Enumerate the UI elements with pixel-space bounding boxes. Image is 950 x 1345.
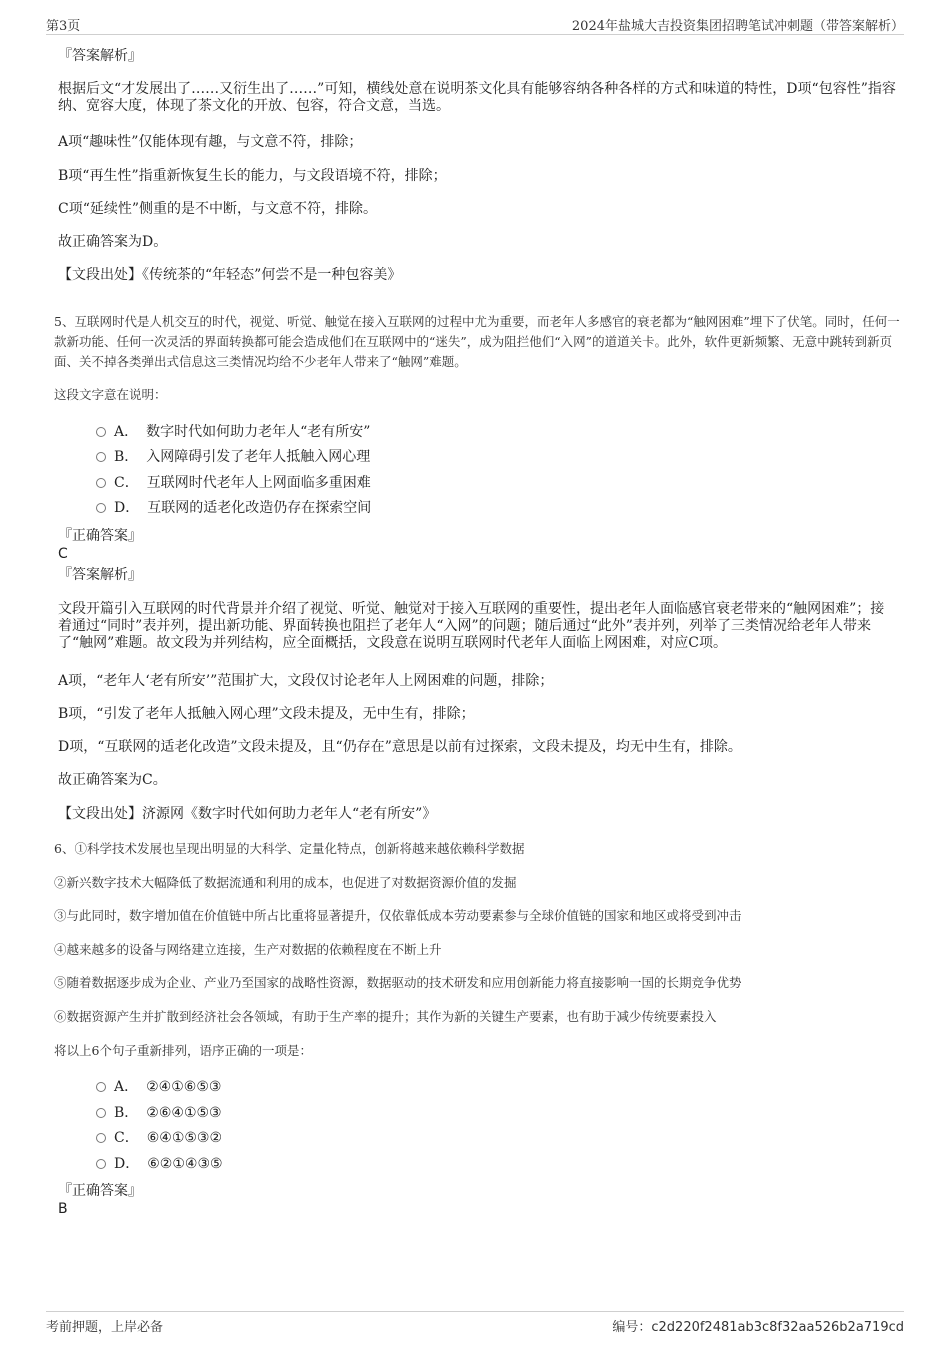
q6-option-b[interactable]: B． ②⑥④①⑤③ [96, 1104, 222, 1122]
document-title: 2024年盐城大吉投资集团招聘笔试冲刺题（带答案解析） [571, 19, 904, 34]
radio-icon[interactable] [96, 452, 106, 462]
q5-analysis-option-b: B项，“引发了老年人抵触入网心理”文段未提及，无中生有，排除； [58, 706, 475, 722]
q5-stem: 5、互联网时代是人机交互的时代，视觉、听觉、触觉在接入互联网的过程中尤为重要，而老年人多感官的衰老都为“触网困难”埋下了伏笔。同时，任何一款新功能、任何一次灵活的界面转换都可能会造成他们在互联网中的“迷失”，成为阻拦他们“入网”的道道关卡。此外，软件更新频繁、无意中跳转到新页面、关不掉各类弹出式信息这三类情况均给不少老年人带来了“触网”难题。 [54, 314, 900, 369]
radio-icon[interactable] [96, 1133, 106, 1143]
radio-icon[interactable] [96, 1159, 106, 1169]
radio-icon[interactable] [96, 1108, 106, 1118]
q4-conclusion: 故正确答案为D。 [58, 234, 168, 250]
radio-icon[interactable] [96, 478, 106, 488]
page-header [46, 14, 904, 35]
q6-sentence-6: ⑥数据资源产生并扩散到经济社会各领域，有助于生产率的提升；其作为新的关键生产要素，也有助于减少传统要素投入 [54, 1009, 717, 1024]
radio-icon[interactable] [96, 503, 106, 513]
footer-slogan: 考前押题，上岸必备 [46, 1320, 164, 1335]
q5-option-a[interactable]: A． 数字时代如何助力老年人“老有所安” [96, 423, 370, 441]
q5-analysis-option-a: A项，“老年人‘老有所安’”范围扩大，文段仅讨论老年人上网困难的问题，排除； [58, 673, 554, 689]
q5-prompt: 这段文字意在说明： [54, 387, 167, 402]
q5-analysis-option-d: D项，“互联网的适老化改造”文段未提及，且“仍存在”意思是以前有过探索，文段未提及，均无中生有，排除。 [58, 739, 742, 755]
radio-icon[interactable] [96, 1082, 106, 1092]
q6-option-a[interactable]: A． ②④①⑥⑤③ [96, 1078, 221, 1096]
q4-analysis-option-a: A项“趣味性”仅能体现有趣，与文意不符，排除； [58, 134, 363, 150]
q5-analysis-paragraph: 文段开篇引入互联网的时代背景并介绍了视觉、听觉、触觉对于接入互联网的重要性，提出老年人面临感官衰老带来的“触网困难”；接着通过“同时”表并列，提出新功能、界面转换也阻拦了老年人“入网”的问题；随后通过“此外”表并列，列举了三类情况给老年人带来了“触网”难题。故文段为并列结构，应全面概括，文段意在说明互联网时代老年人面临上网困难，对应C项。 [58, 601, 885, 651]
q6-answer: B [58, 1201, 68, 1217]
footer-code [612, 1316, 904, 1335]
q6-answer-label: 『正确答案』 [58, 1183, 142, 1199]
footer-code-value: c2d220f2481ab3c8f32aa526b2a719cd [651, 1320, 904, 1335]
q6-sentence-4: ④越来越多的设备与网络建立连接，生产对数据的依赖程度在不断上升 [54, 942, 442, 957]
q5-analysis-label: 『答案解析』 [58, 567, 142, 583]
q5-option-b[interactable]: B． 入网障碍引发了老年人抵触入网心理 [96, 448, 370, 466]
q4-analysis-option-b: B项“再生性”指重新恢复生长的能力，与文段语境不符，排除； [58, 168, 447, 184]
radio-icon[interactable] [96, 427, 106, 437]
q5-option-c[interactable]: C． 互联网时代老年人上网面临多重困难 [96, 474, 371, 492]
q6-sentence-1: 6、①科学技术发展也呈现出明显的大科学、定量化特点，创新将越来越依赖科学数据 [54, 841, 525, 856]
q4-analysis-paragraph: 根据后文“才发展出了……又衍生出了……”可知，横线处意在说明茶文化具有能够容纳各种各样的方式和味道的特性，D项“包容性”指容纳、宽容大度，体现了茶文化的开放、包容，符合文意，当选。 [58, 81, 896, 114]
q5-answer: C [58, 546, 68, 562]
footer-code-label: 编号： [612, 1320, 652, 1335]
page-footer [46, 1311, 904, 1334]
page-number: 第3页 [46, 19, 81, 34]
q6-option-c[interactable]: C． ⑥④①⑤③② [96, 1129, 222, 1147]
q5-conclusion: 故正确答案为C。 [58, 772, 167, 788]
q4-source: 【文段出处】《传统茶的“年轻态”何尝不是一种包容美》 [58, 267, 402, 283]
q6-sentence-5: ⑤随着数据逐步成为企业、产业乃至国家的战略性资源，数据驱动的技术研发和应用创新能力将直接影响一国的长期竞争优势 [54, 975, 742, 990]
q4-analysis-option-c: C项“延续性”侧重的是不中断，与文意不符，排除。 [58, 201, 378, 217]
q5-source: 【文段出处】济源网《数字时代如何助力老年人“老有所安”》 [58, 806, 437, 822]
q6-prompt: 将以上6个句子重新排列，语序正确的一项是： [54, 1043, 312, 1058]
q6-option-d[interactable]: D． ⑥②①④③⑤ [96, 1155, 223, 1173]
q6-sentence-2: ②新兴数字技术大幅降低了数据流通和利用的成本，也促进了对数据资源价值的发掘 [54, 875, 517, 890]
q5-option-d[interactable]: D． 互联网的适老化改造仍存在探索空间 [96, 499, 371, 517]
q6-sentence-3: ③与此同时，数字增加值在价值链中所占比重将显著提升，仅依靠低成本劳动要素参与全球价值链的国家和地区或将受到冲击 [54, 908, 742, 923]
q5-answer-label: 『正确答案』 [58, 528, 142, 544]
q4-analysis-label: 『答案解析』 [58, 48, 142, 64]
